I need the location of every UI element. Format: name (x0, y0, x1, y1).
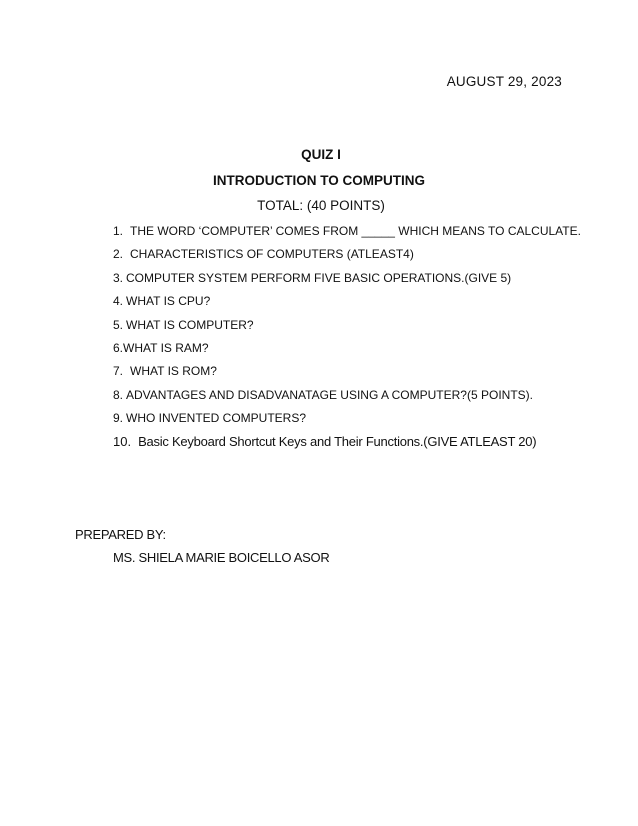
document-date: AUGUST 29, 2023 (446, 74, 562, 89)
prepared-by-name: MS. SHIELA MARIE BOICELLO ASOR (113, 550, 330, 565)
question-item-1 (113, 223, 583, 246)
question-text: WHAT IS ROM? (130, 364, 217, 379)
question-item-4 (113, 293, 583, 316)
quiz-subject-text: INTRODUCTION TO COMPUTING (213, 173, 425, 188)
question-number: 7. (113, 364, 124, 379)
question-number: 2. (113, 247, 124, 262)
question-text: CHARACTERISTICS OF COMPUTERS (ATLEAST4) (130, 247, 414, 262)
question-number: 8. (113, 387, 124, 402)
question-text: WHO INVENTED COMPUTERS? (126, 411, 307, 426)
question-text: THE WORD ‘COMPUTER’ COMES FROM _____ WHICH MEANS TO CALCULATE. (130, 224, 581, 238)
quiz-title (0, 147, 638, 162)
question-item-6 (113, 340, 583, 363)
question-item-7 (113, 363, 583, 386)
question-number: 5. (113, 317, 124, 332)
question-text: WHAT IS CPU? (126, 294, 211, 309)
quiz-total-points (0, 198, 638, 213)
question-text: COMPUTER SYSTEM PERFORM FIVE BASIC OPERATIONS.(GIVE 5) (126, 270, 512, 285)
quiz-total-text: TOTAL: (40 POINTS) (257, 198, 385, 213)
question-item-5 (113, 317, 583, 340)
question-text: Basic Keyboard Shortcut Keys and Their Functions.(GIVE ATLEAST 20) (138, 433, 537, 449)
question-number: 6. (113, 340, 124, 355)
question-item-2 (113, 246, 583, 269)
question-number: 3. (113, 270, 124, 285)
question-number: 1. (113, 224, 124, 238)
question-text: WHAT IS RAM? (123, 340, 209, 355)
question-list (113, 223, 583, 457)
question-number: 9. (113, 411, 124, 426)
question-text: WHAT IS COMPUTER? (126, 317, 254, 332)
question-number: 10. (113, 433, 132, 449)
quiz-subject (0, 173, 638, 188)
question-item-10 (113, 434, 583, 457)
question-item-3 (113, 270, 583, 293)
quiz-title-text: QUIZ I (301, 147, 341, 162)
question-item-9 (113, 410, 583, 433)
question-item-8 (113, 387, 583, 410)
prepared-by-label: PREPARED BY: (75, 527, 166, 542)
question-text: ADVANTAGES AND DISADVANATAGE USING A COMPUTER?(5 POINTS). (126, 387, 533, 402)
question-number: 4. (113, 294, 124, 309)
